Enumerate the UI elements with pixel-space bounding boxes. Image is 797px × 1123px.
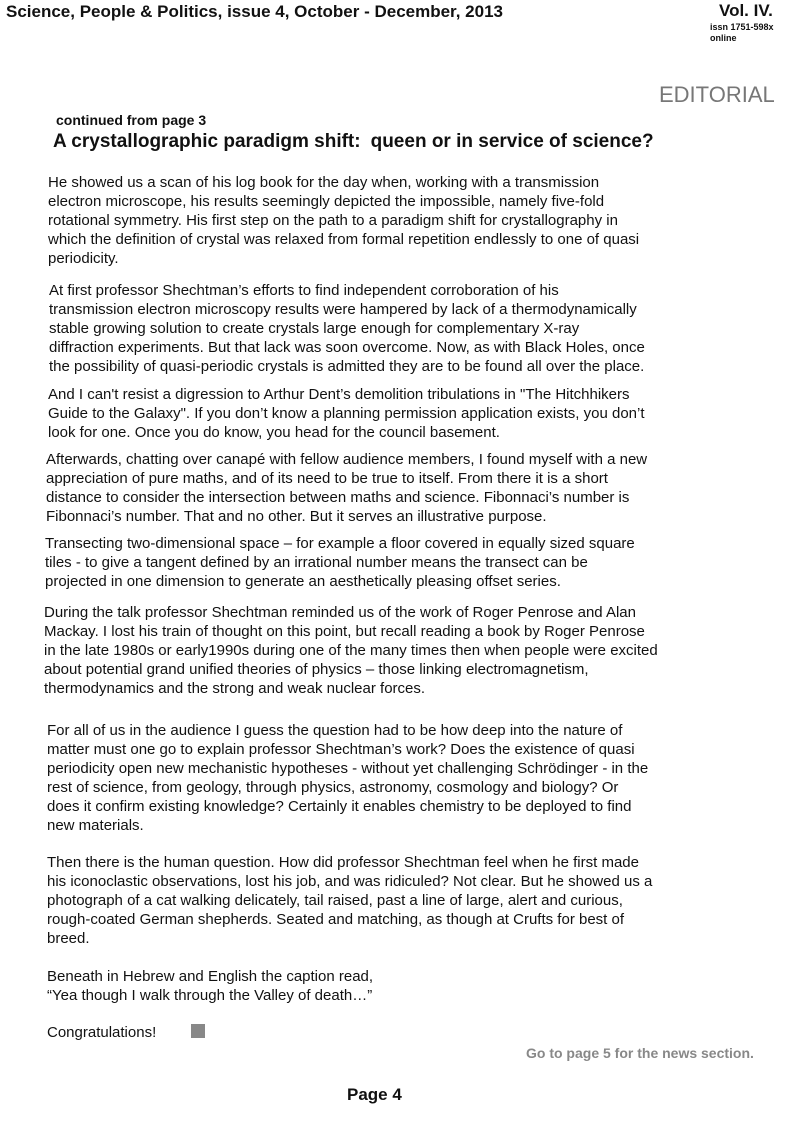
paragraph-line: rough-coated German shepherds. Seated and matching, as though at Crufts for best of [47, 911, 625, 928]
online-label: online [710, 33, 737, 43]
paragraph-line: tiles - to give a tangent defined by an irrational number means the transect can be [45, 554, 588, 571]
paragraph-line: rotational symmetry. His first step on the path to a paradigm shift for crystallography in [48, 212, 618, 229]
paragraph-2 [49, 281, 645, 376]
paragraph-line: new materials. [47, 817, 144, 834]
paragraph-line: rest of science, from geology, through physics, astronomy, cosmology and biology? Or [47, 779, 619, 796]
paragraph-line: thermodynamics and the strong and weak nuclear forces. [44, 680, 426, 697]
volume-label: Vol. IV. [719, 1, 773, 20]
paragraph-5 [45, 534, 635, 591]
go-to-page-note: Go to page 5 for the news section. [526, 1045, 754, 1061]
paragraph-line: Guide to the Galaxy". If you don’t know a planning permission application exists, you don’t [48, 405, 645, 422]
paragraph-line: distance to consider the intersection between maths and science. Fibonnaci’s number is [46, 489, 630, 506]
paragraph-9 [47, 967, 373, 1005]
paragraph-line: his iconoclastic observations, lost his job, and was ridiculed? Not clear. But he showed us a [47, 873, 653, 890]
paragraph-line: Afterwards, chatting over canapé with fellow audience members, I found myself with a new [46, 451, 648, 468]
continued-from-note: continued from page 3 [56, 112, 207, 128]
closing-text: Congratulations! [47, 1024, 157, 1041]
end-of-article-square-icon [191, 1024, 205, 1038]
paragraph-line: periodicity open new mechanistic hypotheses - without yet challenging Schrödinger - in the [47, 760, 649, 777]
paragraph-7 [47, 721, 648, 835]
paragraph-line: in the late 1980s or early1990s during one of the many times then when people were excited [44, 642, 658, 659]
article-title-main: A crystallographic paradigm shift: [53, 131, 361, 152]
paragraph-6 [44, 603, 658, 698]
paragraph-3 [48, 385, 645, 442]
section-label: EDITORIAL [659, 82, 775, 107]
paragraph-line: Transecting two-dimensional space – for example a floor covered in equally sized square [45, 535, 635, 552]
paragraph-line: matter must one go to explain professor Shechtman’s work? Does the existence of quasi [47, 741, 635, 758]
paragraph-line: does it confirm existing knowledge? Certainly it enables chemistry to be deployed to find [47, 798, 632, 815]
paragraph-line: For all of us in the audience I guess the question had to be how deep into the nature of [47, 722, 623, 739]
article-title [53, 131, 654, 153]
paragraph-line: stable growing solution to create crystals large enough for complementary X-ray [49, 320, 580, 337]
paragraph-line: Beneath in Hebrew and English the caption read, [47, 968, 374, 985]
paragraph-line: appreciation of pure maths, and of its need to be true to itself. From there it is a short [46, 470, 608, 487]
issn-label: issn 1751-598x [710, 22, 774, 32]
paragraph-line: Then there is the human question. How did professor Shechtman feel when he first made [47, 854, 639, 871]
paragraph-line: And I can't resist a digression to Arthur Dent’s demolition tribulations in "The Hitchhikers [48, 386, 630, 403]
paragraph-line: projected in one dimension to generate an aesthetically pleasing offset series. [45, 573, 561, 590]
paragraph-line: Mackay. I lost his train of thought on this point, but recall reading a book by Roger Penrose [44, 623, 645, 640]
paragraph-8 [47, 853, 652, 948]
paragraph-4 [46, 450, 647, 526]
paragraph-line: which the definition of crystal was relaxed from formal repetition endlessly to one of quasi [48, 231, 640, 248]
paragraph-line: transmission electron microscopy results were hampered by lack of a thermodynamically [49, 301, 637, 318]
paragraph-line: photograph of a cat walking delicately, tail raised, past a line of large, alert and curious, [47, 892, 623, 909]
journal-header-title: Science, People & Politics, issue 4, October - December, 2013 [6, 2, 504, 21]
page-number: Page 4 [347, 1085, 402, 1104]
paragraph-line: breed. [47, 930, 90, 947]
paragraph-line: electron microscope, his results seemingly depicted the impossible, namely five-fold [48, 193, 605, 210]
paragraph-line: During the talk professor Shechtman reminded us of the work of Roger Penrose and Alan [44, 604, 636, 621]
paragraph-line: look for one. Once you do know, you head for the council basement. [48, 424, 500, 441]
paragraph-line: He showed us a scan of his log book for the day when, working with a transmission [48, 174, 600, 191]
paragraph-line: diffraction experiments. But that lack was soon overcome. Now, as with Black Holes, once [49, 339, 645, 356]
paragraph-line: Fibonnaci’s number. That and no other. But it serves an illustrative purpose. [46, 508, 547, 525]
paragraph-line: At first professor Shechtman’s efforts to find independent corroboration of his [49, 282, 559, 299]
paragraph-1 [48, 173, 639, 268]
paragraph-line: periodicity. [48, 250, 119, 267]
paragraph-line: “Yea though I walk through the Valley of death…” [47, 987, 373, 1004]
article-title-sub: queen or in service of science? [370, 131, 654, 152]
paragraph-line: about potential grand unified theories of physics – those linking electromagnetism, [44, 661, 589, 678]
paragraph-line: the possibility of quasi-periodic crystals is admitted they are to be found all over the place. [49, 358, 645, 375]
